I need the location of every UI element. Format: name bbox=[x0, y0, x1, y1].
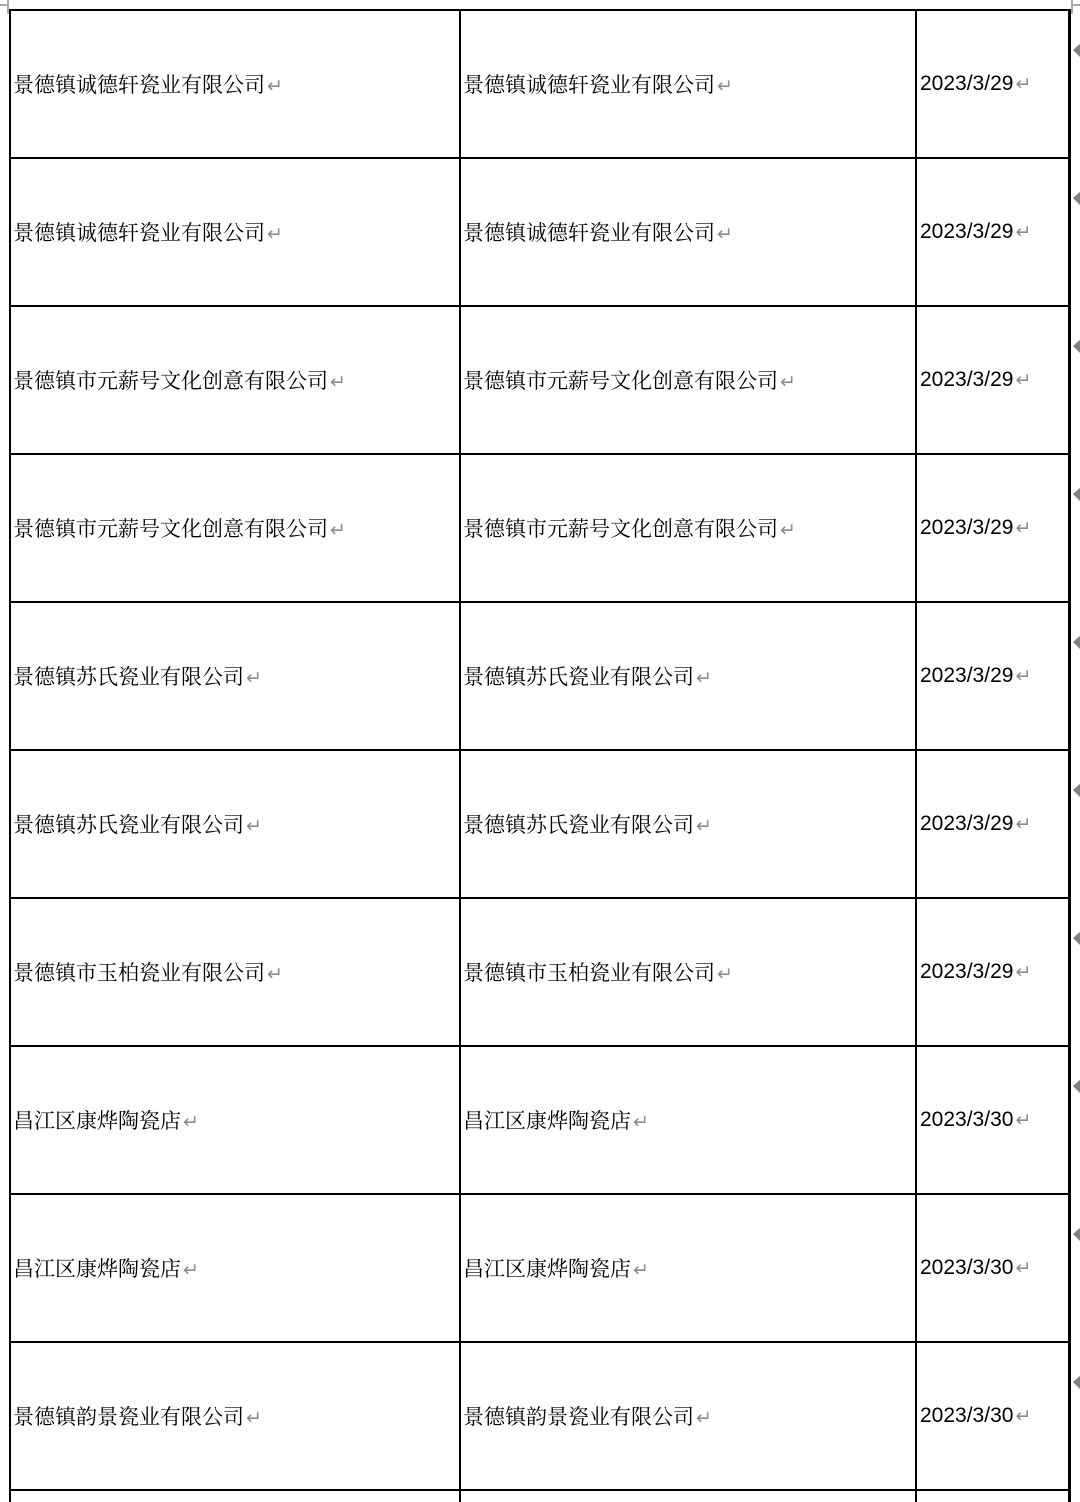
cell-text: 景德镇市玉柏瓷业有限公司 bbox=[463, 962, 715, 985]
return-mark-icon: ↵ bbox=[267, 963, 283, 985]
company-cell-right[interactable] bbox=[460, 1046, 916, 1194]
return-mark-icon: ↵ bbox=[696, 667, 712, 689]
end-of-row-marker-triangle bbox=[1073, 1227, 1080, 1242]
cell-text: 景德镇韵景瓷业有限公司 bbox=[13, 1406, 244, 1429]
end-of-row-marker-icon bbox=[1073, 487, 1080, 502]
return-mark-icon: ↵ bbox=[1015, 369, 1032, 391]
cell-text: 2023/3/29 bbox=[920, 516, 1014, 539]
company-cell-right[interactable] bbox=[460, 158, 916, 306]
table-row bbox=[10, 10, 1069, 158]
end-of-row-marker-icon bbox=[1073, 191, 1080, 206]
return-mark-icon: ↵ bbox=[330, 371, 346, 393]
company-cell-left[interactable] bbox=[10, 306, 460, 454]
end-of-row-marker-triangle bbox=[1073, 783, 1080, 798]
cell-text: 2023/3/29 bbox=[920, 960, 1014, 983]
return-mark-icon: ↵ bbox=[1015, 1109, 1032, 1131]
end-of-row-marker-icon bbox=[1073, 1375, 1080, 1390]
date-cell[interactable] bbox=[916, 750, 1069, 898]
return-mark-icon: ↵ bbox=[1015, 1405, 1032, 1427]
date-cell[interactable] bbox=[916, 1342, 1069, 1490]
cell-text: 景德镇诚德轩瓷业有限公司 bbox=[13, 74, 265, 97]
end-of-row-marker-triangle bbox=[1073, 191, 1080, 206]
cell-text: 景德镇市元薪号文化创意有限公司 bbox=[463, 370, 778, 393]
company-cell-right[interactable] bbox=[460, 1194, 916, 1342]
cell-text: 昌江区康烨陶瓷店 bbox=[13, 1110, 181, 1133]
table-row-partial bbox=[10, 1490, 1069, 1502]
date-cell[interactable] bbox=[916, 1490, 1069, 1502]
table-row bbox=[10, 602, 1069, 750]
date-cell[interactable] bbox=[916, 10, 1069, 158]
end-of-row-marker-triangle bbox=[1073, 339, 1080, 354]
company-cell-right[interactable] bbox=[460, 1490, 916, 1502]
company-cell-right[interactable] bbox=[460, 602, 916, 750]
cell-text: 景德镇苏氏瓷业有限公司 bbox=[463, 814, 694, 837]
return-mark-icon: ↵ bbox=[1015, 517, 1032, 539]
cell-text: 2023/3/29 bbox=[920, 72, 1014, 95]
return-mark-icon: ↵ bbox=[267, 223, 283, 245]
cell-text: 景德镇市玉柏瓷业有限公司 bbox=[13, 962, 265, 985]
company-cell-left[interactable] bbox=[10, 1342, 460, 1490]
company-cell-left[interactable] bbox=[10, 10, 460, 158]
date-cell[interactable] bbox=[916, 306, 1069, 454]
end-of-row-marker-triangle bbox=[1073, 1375, 1080, 1390]
company-cell-left[interactable] bbox=[10, 750, 460, 898]
table-row bbox=[10, 898, 1069, 1046]
cell-text: 景德镇苏氏瓷业有限公司 bbox=[13, 666, 244, 689]
company-cell-right[interactable] bbox=[460, 306, 916, 454]
return-mark-icon: ↵ bbox=[330, 519, 346, 541]
return-mark-icon: ↵ bbox=[246, 1407, 262, 1429]
cell-text: 2023/3/30 bbox=[920, 1256, 1014, 1279]
cell-text: 2023/3/29 bbox=[920, 220, 1014, 243]
cell-text: 景德镇市元薪号文化创意有限公司 bbox=[463, 518, 778, 541]
date-cell[interactable] bbox=[916, 1046, 1069, 1194]
cell-text: 2023/3/29 bbox=[920, 368, 1014, 391]
return-mark-icon: ↵ bbox=[267, 75, 283, 97]
cell-text: 景德镇苏氏瓷业有限公司 bbox=[463, 666, 694, 689]
crop-mark-top-right bbox=[1071, 0, 1073, 14]
cell-text: 昌江区康烨陶瓷店 bbox=[13, 1258, 181, 1281]
company-cell-left[interactable] bbox=[10, 602, 460, 750]
return-mark-icon: ↵ bbox=[1015, 665, 1032, 687]
cell-text: 2023/3/30 bbox=[920, 1108, 1014, 1131]
cell-text: 景德镇诚德轩瓷业有限公司 bbox=[463, 74, 715, 97]
end-of-row-marker-icon bbox=[1073, 931, 1080, 946]
company-cell-right[interactable] bbox=[460, 10, 916, 158]
cell-text: 2023/3/30 bbox=[920, 1404, 1014, 1427]
end-of-row-marker-triangle bbox=[1073, 43, 1080, 58]
return-mark-icon: ↵ bbox=[780, 519, 796, 541]
cell-text: 景德镇诚德轩瓷业有限公司 bbox=[13, 222, 265, 245]
return-mark-icon: ↵ bbox=[1015, 961, 1032, 983]
companies-table bbox=[9, 9, 1071, 1502]
return-mark-icon: ↵ bbox=[1015, 1257, 1032, 1279]
cell-text: 景德镇苏氏瓷业有限公司 bbox=[13, 814, 244, 837]
end-of-row-marker-triangle bbox=[1073, 931, 1080, 946]
table-row bbox=[10, 454, 1069, 602]
date-cell[interactable] bbox=[916, 602, 1069, 750]
return-mark-icon: ↵ bbox=[780, 371, 796, 393]
cell-text: 景德镇韵景瓷业有限公司 bbox=[463, 1406, 694, 1429]
company-cell-left[interactable] bbox=[10, 1490, 460, 1502]
cell-text: 景德镇诚德轩瓷业有限公司 bbox=[463, 222, 715, 245]
return-mark-icon: ↵ bbox=[696, 815, 712, 837]
end-of-row-marker-icon bbox=[1073, 339, 1080, 354]
return-mark-icon: ↵ bbox=[1015, 73, 1032, 95]
end-of-row-marker-triangle bbox=[1073, 1079, 1080, 1094]
end-of-row-marker-triangle bbox=[1073, 487, 1080, 502]
cell-text: 景德镇市元薪号文化创意有限公司 bbox=[13, 370, 328, 393]
company-cell-left[interactable] bbox=[10, 1046, 460, 1194]
table-row bbox=[10, 1194, 1069, 1342]
return-mark-icon: ↵ bbox=[183, 1111, 199, 1133]
end-of-row-marker-icon bbox=[1073, 43, 1080, 58]
company-cell-left[interactable] bbox=[10, 1194, 460, 1342]
return-mark-icon: ↵ bbox=[717, 963, 733, 985]
companies-table-body bbox=[10, 10, 1069, 1502]
company-cell-left[interactable] bbox=[10, 454, 460, 602]
table-row bbox=[10, 158, 1069, 306]
end-of-row-marker-triangle bbox=[1073, 635, 1080, 650]
cell-text: 昌江区康烨陶瓷店 bbox=[463, 1258, 631, 1281]
date-cell[interactable] bbox=[916, 898, 1069, 1046]
end-of-row-marker-icon bbox=[1073, 783, 1080, 798]
date-cell[interactable] bbox=[916, 454, 1069, 602]
return-mark-icon: ↵ bbox=[717, 75, 733, 97]
company-cell-right[interactable] bbox=[460, 898, 916, 1046]
company-cell-right[interactable] bbox=[460, 454, 916, 602]
company-cell-right[interactable] bbox=[460, 1342, 916, 1490]
return-mark-icon: ↵ bbox=[1015, 813, 1032, 835]
date-cell[interactable] bbox=[916, 1194, 1069, 1342]
cell-text: 2023/3/29 bbox=[920, 664, 1014, 687]
cell-text: 昌江区康烨陶瓷店 bbox=[463, 1110, 631, 1133]
return-mark-icon: ↵ bbox=[246, 815, 262, 837]
return-mark-icon: ↵ bbox=[183, 1259, 199, 1281]
table-row bbox=[10, 1342, 1069, 1490]
return-mark-icon: ↵ bbox=[1015, 221, 1032, 243]
end-of-row-marker-icon bbox=[1073, 635, 1080, 650]
end-of-row-marker-icon bbox=[1073, 1227, 1080, 1242]
company-cell-right[interactable] bbox=[460, 750, 916, 898]
table-row bbox=[10, 1046, 1069, 1194]
date-cell[interactable] bbox=[916, 158, 1069, 306]
company-cell-left[interactable] bbox=[10, 158, 460, 306]
return-mark-icon: ↵ bbox=[696, 1407, 712, 1429]
table-row bbox=[10, 750, 1069, 898]
cell-text: 景德镇市元薪号文化创意有限公司 bbox=[13, 518, 328, 541]
table-row bbox=[10, 306, 1069, 454]
return-mark-icon: ↵ bbox=[717, 223, 733, 245]
end-of-row-marker-icon bbox=[1073, 1079, 1080, 1094]
company-cell-left[interactable] bbox=[10, 898, 460, 1046]
return-mark-icon: ↵ bbox=[633, 1111, 649, 1133]
return-mark-icon: ↵ bbox=[246, 667, 262, 689]
cell-text: 2023/3/29 bbox=[920, 812, 1014, 835]
return-mark-icon: ↵ bbox=[633, 1259, 649, 1281]
